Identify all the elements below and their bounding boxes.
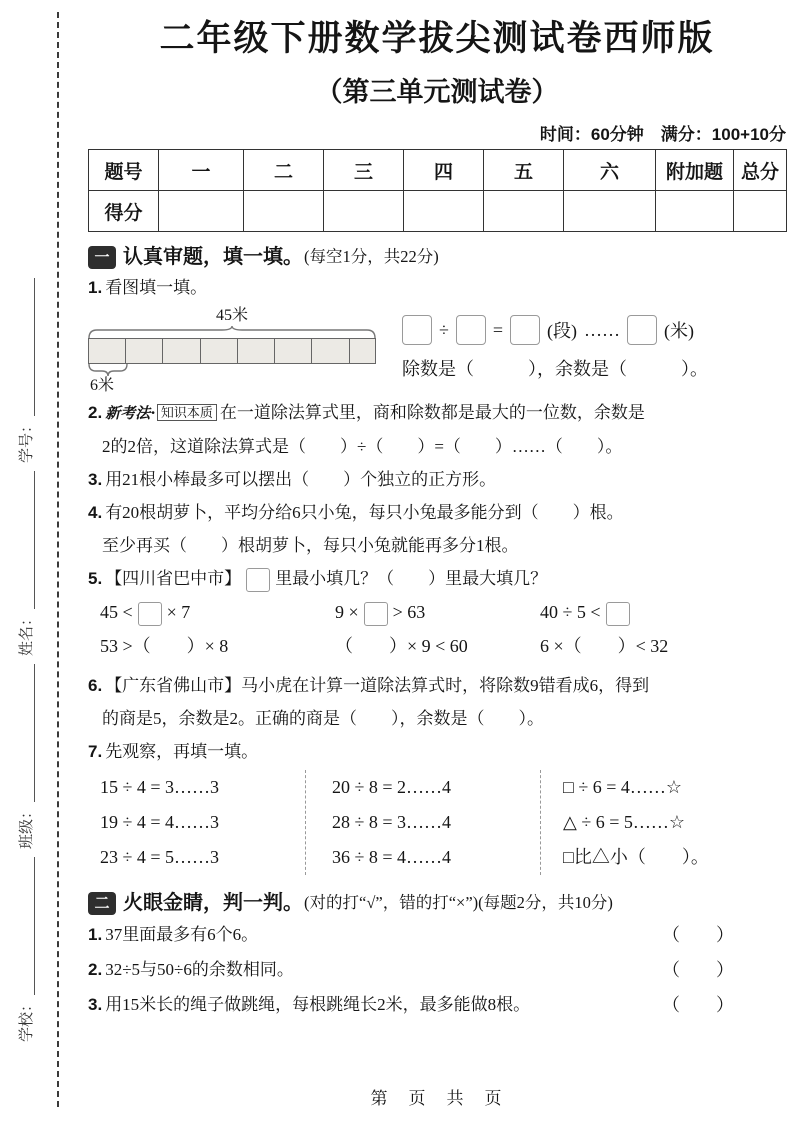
question-2-line1: 在一道除法算式里，商和除数都是最大的一位数，余数是 [219, 403, 645, 422]
time-score-info: 时间：60分钟 满分：100+10分 [539, 125, 786, 144]
equation: 36 ÷ 8 = 4……4 [332, 847, 452, 867]
judge-item-number: 2. [88, 960, 103, 979]
question-2 [88, 396, 786, 463]
class-blank-line [19, 664, 35, 802]
equation: △ ÷ 6 = 5……☆ [563, 812, 686, 832]
score-cell [734, 191, 787, 232]
expression [540, 595, 786, 629]
question-5-expressions-row2 [88, 629, 786, 663]
judge-item-number: 1. [88, 925, 103, 944]
score-cell [564, 191, 656, 232]
equation-column-1 [88, 770, 305, 875]
division-formula-row [402, 310, 786, 350]
judge-item-1 [88, 918, 786, 952]
score-header-cell: 三 [324, 150, 404, 191]
bar-segment [201, 339, 238, 363]
question-2-number: 2. [88, 403, 103, 422]
bottom-brace [88, 364, 128, 376]
score-header-cell: 二 [244, 150, 324, 191]
bar-segment [275, 339, 312, 363]
remainder-dots: …… [584, 319, 621, 340]
expr-pre: 9 × [335, 602, 359, 622]
bar-unit-length-label: 6米 [90, 377, 115, 394]
judge-item-text [88, 953, 662, 987]
question-1-body [88, 306, 786, 396]
question-6-number: 6. [88, 676, 103, 695]
question-1-text: 看图填一填。 [105, 278, 208, 297]
question-1-number: 1. [88, 278, 103, 297]
page-footer: 第 页 共 页 [370, 1089, 504, 1108]
blank-box-dividend [402, 315, 432, 345]
judge-item-statement: 37里面最多有6个6。 [105, 925, 259, 944]
binding-margin-fields [12, 84, 38, 1042]
equation: 20 ÷ 8 = 2……4 [332, 777, 452, 797]
bar-segment [89, 339, 126, 363]
equation: □比△小（ ）。 [563, 847, 709, 867]
question-1 [88, 271, 786, 304]
bar-segment [163, 339, 200, 363]
score-header-cell: 题号 [89, 150, 159, 191]
length-bar-diagram [88, 306, 380, 396]
equation: □ ÷ 6 = 4……☆ [563, 777, 683, 797]
question-1-formula-area [380, 306, 786, 396]
section-2-title: 火眼金睛，判一判。 [123, 892, 303, 914]
judge-item-statement: 32÷5与50÷6的余数相同。 [105, 960, 294, 979]
question-5-number: 5. [88, 569, 103, 588]
judge-answer-parens: （ ） [662, 925, 734, 945]
judge-item-3 [88, 988, 786, 1022]
expr-pre: 40 ÷ 5 < [540, 602, 601, 622]
blank-box-remainder [627, 315, 657, 345]
question-3 [88, 463, 786, 496]
segmented-bar [88, 338, 376, 364]
score-header-cell: 四 [404, 150, 484, 191]
equation-column-3 [540, 770, 786, 875]
question-6-line2: 的商是5，余数是2。正确的商是（ ），余数是（ ）。 [102, 709, 544, 728]
question-4-line1: 有20根胡萝卜，平均分给6只小兔，每只小兔最多能分到（ ）根。 [105, 503, 624, 522]
question-1-line2: 除数是（ ），余数是（ ）。 [402, 359, 708, 379]
bar-total-length-label: 45米 [215, 307, 248, 324]
equals-sign: = [492, 319, 504, 340]
badge-separator: · [150, 403, 156, 422]
equation: 23 ÷ 4 = 5……3 [100, 847, 220, 867]
class-label: 班级： [18, 803, 35, 849]
small-blank-box [364, 602, 388, 626]
name-label: 姓名： [18, 610, 35, 656]
name-blank-line [19, 471, 35, 609]
bar-segment [126, 339, 163, 363]
question-4 [88, 496, 786, 562]
expr-post: × 7 [166, 602, 191, 622]
question-5-expressions-row1 [88, 595, 786, 629]
student-id-label: 学号： [18, 417, 35, 463]
section-1-number-badge: 一 [88, 246, 116, 269]
expr-pre: 45 < [100, 602, 133, 622]
blank-box-quotient [510, 315, 540, 345]
school-blank-line [19, 857, 35, 995]
score-cell [656, 191, 734, 232]
section-2-number-badge: 二 [88, 892, 116, 915]
score-header-cell: 六 [564, 150, 656, 191]
section-1-title: 认真审题，填一填。 [123, 246, 303, 268]
question-6-line1: 【广东省佛山市】马小虎在计算一道除法算式时，将除数9错看成6，得到 [105, 676, 650, 695]
score-cell [324, 191, 404, 232]
section-2-points-note: (对的打“√”，错的打“×”)(每题2分，共10分) [304, 893, 613, 912]
judge-item-number: 3. [88, 995, 103, 1014]
section-1-header [88, 243, 786, 271]
score-header-cell: 五 [484, 150, 564, 191]
question-4-number: 4. [88, 503, 103, 522]
paper-content [88, 16, 786, 1022]
score-cell [244, 191, 324, 232]
equation: 28 ÷ 8 = 3……4 [332, 812, 452, 832]
section-2-header [88, 889, 786, 917]
question-7 [88, 735, 786, 768]
judge-answer-parens: （ ） [662, 995, 734, 1015]
expression [335, 595, 540, 629]
paper-title: 二年级下册数学拔尖测试卷西师版 [159, 19, 715, 58]
quotient-unit: (段) [547, 321, 578, 341]
question-7-number: 7. [88, 742, 103, 761]
paper-subtitle: （第三单元测试卷） [315, 77, 559, 107]
binding-dashed-line [57, 12, 59, 1107]
judge-item-statement: 用15米长的绳子做跳绳，每根跳绳长2米，最多能做8根。 [105, 995, 531, 1014]
score-cell [404, 191, 484, 232]
small-blank-box [606, 602, 630, 626]
top-brace [88, 326, 376, 338]
student-id-blank-line [19, 278, 35, 416]
score-header-cell: 附加题 [656, 150, 734, 191]
equation: 15 ÷ 4 = 3……3 [100, 777, 220, 797]
score-row-label: 得分 [89, 191, 159, 232]
observation-equations [88, 770, 786, 875]
question-5 [88, 562, 786, 595]
equation: 19 ÷ 4 = 4……3 [100, 812, 220, 832]
question-4-line2: 至少再买（ ）根胡萝卜，每只小兔就能再多分1根。 [102, 536, 519, 555]
divide-sign: ÷ [439, 319, 449, 340]
score-table-header-row [89, 150, 787, 191]
judge-item-text [88, 988, 662, 1022]
expr-post: > 63 [392, 602, 426, 622]
blank-box-divisor [456, 315, 486, 345]
question-2-line2: 2的2倍，这道除法算式是（ ）÷（ ）=（ ）……（ ）。 [102, 437, 623, 456]
small-blank-box [138, 602, 162, 626]
question-7-text: 先观察，再填一填。 [105, 742, 259, 761]
remainder-unit: (米) [664, 321, 695, 341]
question-5-intro-post: 里最小填几？（ ）里最大填几？ [275, 569, 548, 588]
expression: （ ）× 9 < 60 [335, 636, 468, 656]
expression: 53 >（ ）× 8 [100, 636, 229, 656]
small-blank-box [246, 568, 270, 592]
score-cell [159, 191, 244, 232]
question-5-intro-pre: 【四川省巴中市】 [105, 569, 242, 588]
bar-segment [312, 339, 349, 363]
score-table [88, 149, 787, 232]
expression: 6 ×（ ）< 32 [540, 636, 669, 656]
bar-segment [238, 339, 275, 363]
knowledge-essence-badge: 知识本质 [157, 404, 217, 421]
section-1-points-note: (每空1分，共22分) [304, 247, 439, 266]
judge-item-2 [88, 953, 786, 987]
score-header-cell: 总分 [734, 150, 787, 191]
judge-answer-parens: （ ） [662, 960, 734, 980]
question-6 [88, 669, 786, 735]
equation-column-2 [305, 770, 540, 875]
question-3-number: 3. [88, 470, 103, 489]
question-3-text: 用21根小棒最多可以摆出（ ）个独立的正方形。 [105, 470, 497, 489]
expression [100, 595, 335, 629]
score-header-cell: 一 [159, 150, 244, 191]
bar-segment-remainder [350, 339, 375, 363]
school-label: 学校： [18, 996, 35, 1042]
score-table-score-row [89, 191, 787, 232]
judge-item-text [88, 918, 662, 952]
new-method-badge: 新考法 [105, 405, 151, 422]
score-cell [484, 191, 564, 232]
